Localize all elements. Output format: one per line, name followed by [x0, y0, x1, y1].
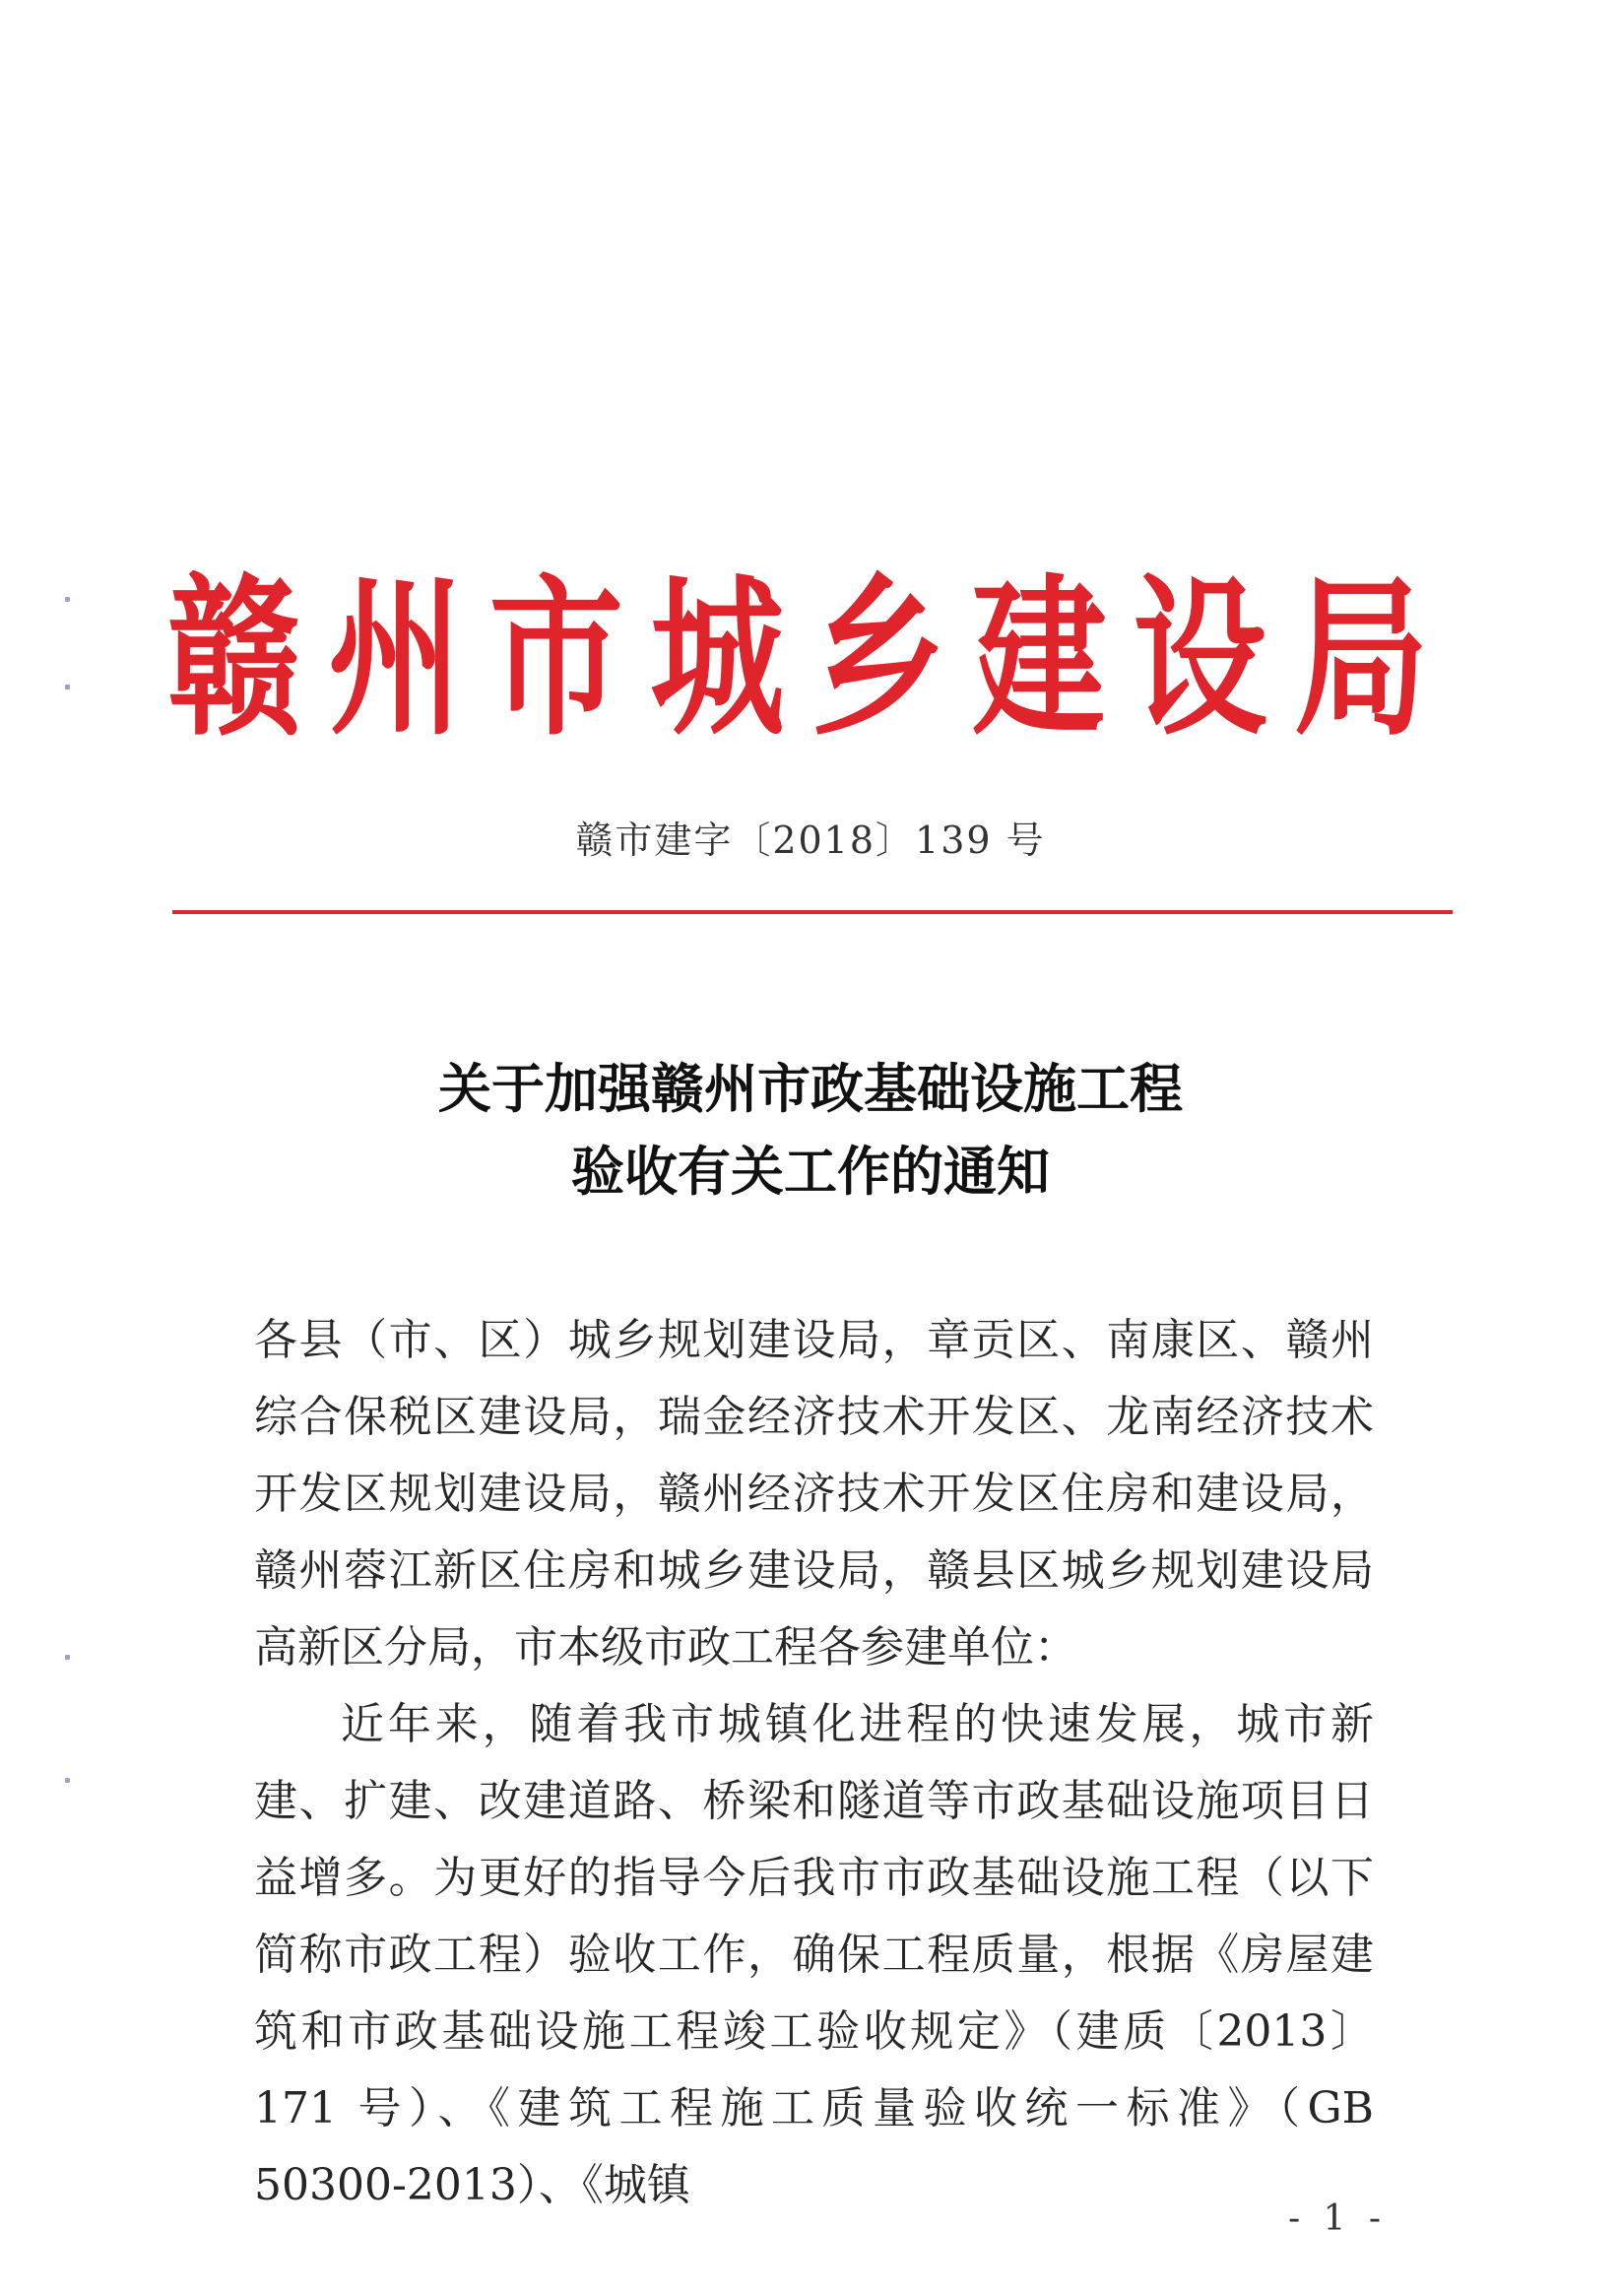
page-number: - 1 -	[1287, 2198, 1388, 2239]
body-paragraph-1: 近年来，随着我市城镇化进程的快速发展，城市新建、扩建、改建道路、桥梁和隧道等市政基础设施项目日益增多。为更好的指导今后我市市政基础设施工程（以下简称市政工程）验收工作，确保工程质量，根据《房屋建筑和市政基础设施工程竣工验收规定》（建质〔2013〕171 号）、《建筑工程施工质量验收统一标准》（GB 50300-2013）、《城镇	[254, 1699, 1374, 2210]
document-number: 赣市建字〔2018〕139 号	[575, 819, 1046, 862]
notice-title-line-2: 验收有关工作的通知	[571, 1140, 1050, 1203]
scan-speck	[65, 685, 70, 689]
notice-body	[254, 1302, 1374, 2224]
notice-title	[0, 1047, 1621, 1213]
notice-title-line-1: 关于加强赣州市政基础设施工程	[438, 1057, 1183, 1120]
masthead-title: 赣州市城乡建设局	[167, 560, 1428, 760]
red-divider	[172, 910, 1453, 914]
scan-speck	[65, 597, 70, 602]
addressees-paragraph: 各县（市、区）城乡规划建设局，章贡区、南康区、赣州综合保税区建设局，瑞金经济技术开发区、龙南经济技术开发区规划建设局，赣州经济技术开发区住房和建设局，赣州蓉江新区住房和城乡建设局，赣县区城乡规划建设局高新区分局，市本级市政工程各参建单位：	[254, 1315, 1374, 1673]
scan-speck	[65, 1778, 70, 1783]
scan-speck	[65, 1655, 70, 1660]
